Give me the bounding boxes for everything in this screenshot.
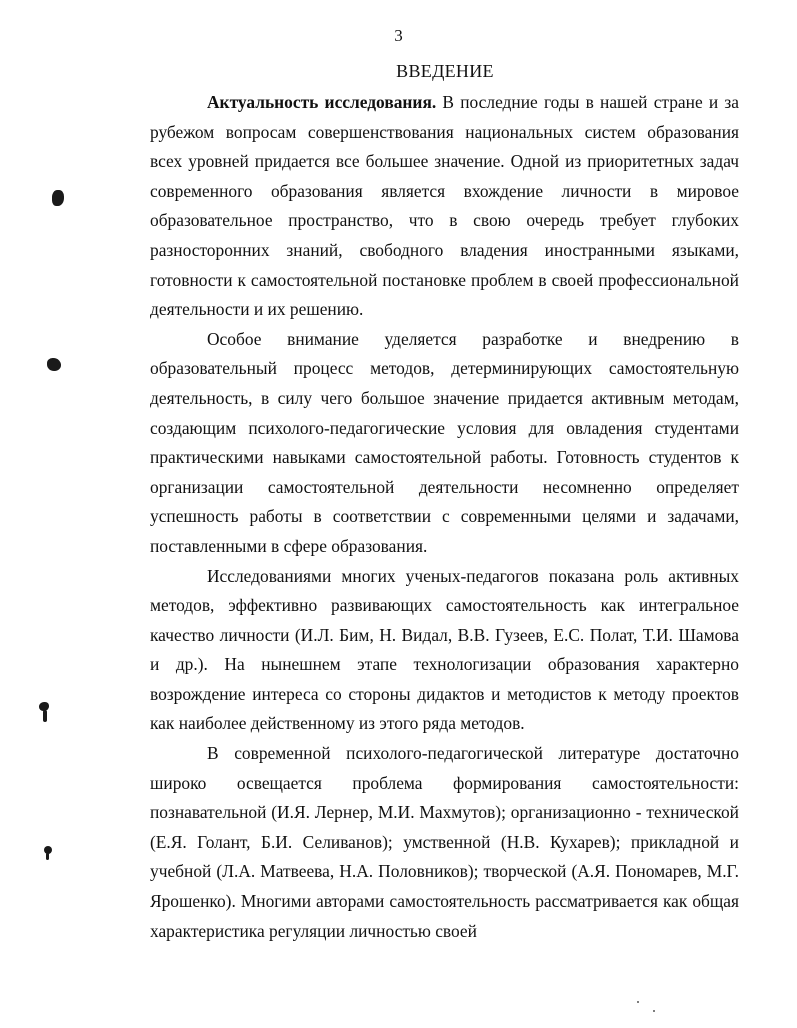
paragraph-4: В современной психолого-педагогической литературе достаточно широко освещается проблема формирования самостоятельности: познавательной (И.Я. Лернер, М.И. Махмутов); организационно - технической (Е.Я. Голант, Б.И. Селиванов); умственной (Н.В. Кухарев); прикладной и учебной (Л.А. Матвеева, Н.А. Половников); творческой (А.Я. Пономарев, М.Г. Ярошенко). Многими авторами самостоятельность рассматривается как общая характеристика регуляции личностью своей [150, 743, 739, 941]
paragraph-text: В последние годы в нашей стране и за рубежом вопросам совершенствования национальных систем образования всех уровней придается все большее значение. Одной из приоритетных задач современного образования является вхождение личности в мировое образовательное пространство, что в свою очередь требует глубоких разносторонних знаний, свободного владения иностранными языками, готовности к самостоятельной постановке проблем в своей профессиональной деятельности и их решению. [150, 92, 739, 320]
page-title: ВВЕДЕНИЕ [396, 61, 494, 81]
ink-blot [46, 853, 49, 860]
ink-blot [43, 710, 47, 722]
scan-speck [637, 1001, 639, 1003]
paragraph-lead: Актуальность исследования. [207, 92, 437, 112]
paragraph-2: Особое внимание уделяется разработке и внедрению в образовательный процесс методов, детерминирующих самостоятельную деятельность, в силу чего большое значение придается активным методам, создающим психолого-педагогические условия для овладения студентами практическими навыками самостоятельной работы. Готовность студентов к организации самостоятельной деятельности несомненно определяет успешность работы в соответствии с современными целями и задачами, поставленными в сфере образования. [150, 328, 739, 556]
page-number: 3 [394, 26, 403, 45]
ink-blot [47, 358, 61, 371]
paragraph-3: Исследованиями многих ученых-педагогов показана роль активных методов, эффективно развивающих самостоятельность как интегральное качество личности (И.Л. Бим, Н. Видал, В.В. Гузеев, Е.С. Полат, Т.И. Шамова и др.). На нынешнем этапе технологизации образования характерно возрождение интереса со стороны дидактов и методистов к методу проектов как наиболее действенному из этого ряда методов. [150, 565, 739, 734]
scan-speck [653, 1010, 655, 1012]
document-body [150, 88, 739, 946]
paragraph-1 [150, 88, 739, 325]
ink-blot [52, 190, 64, 206]
